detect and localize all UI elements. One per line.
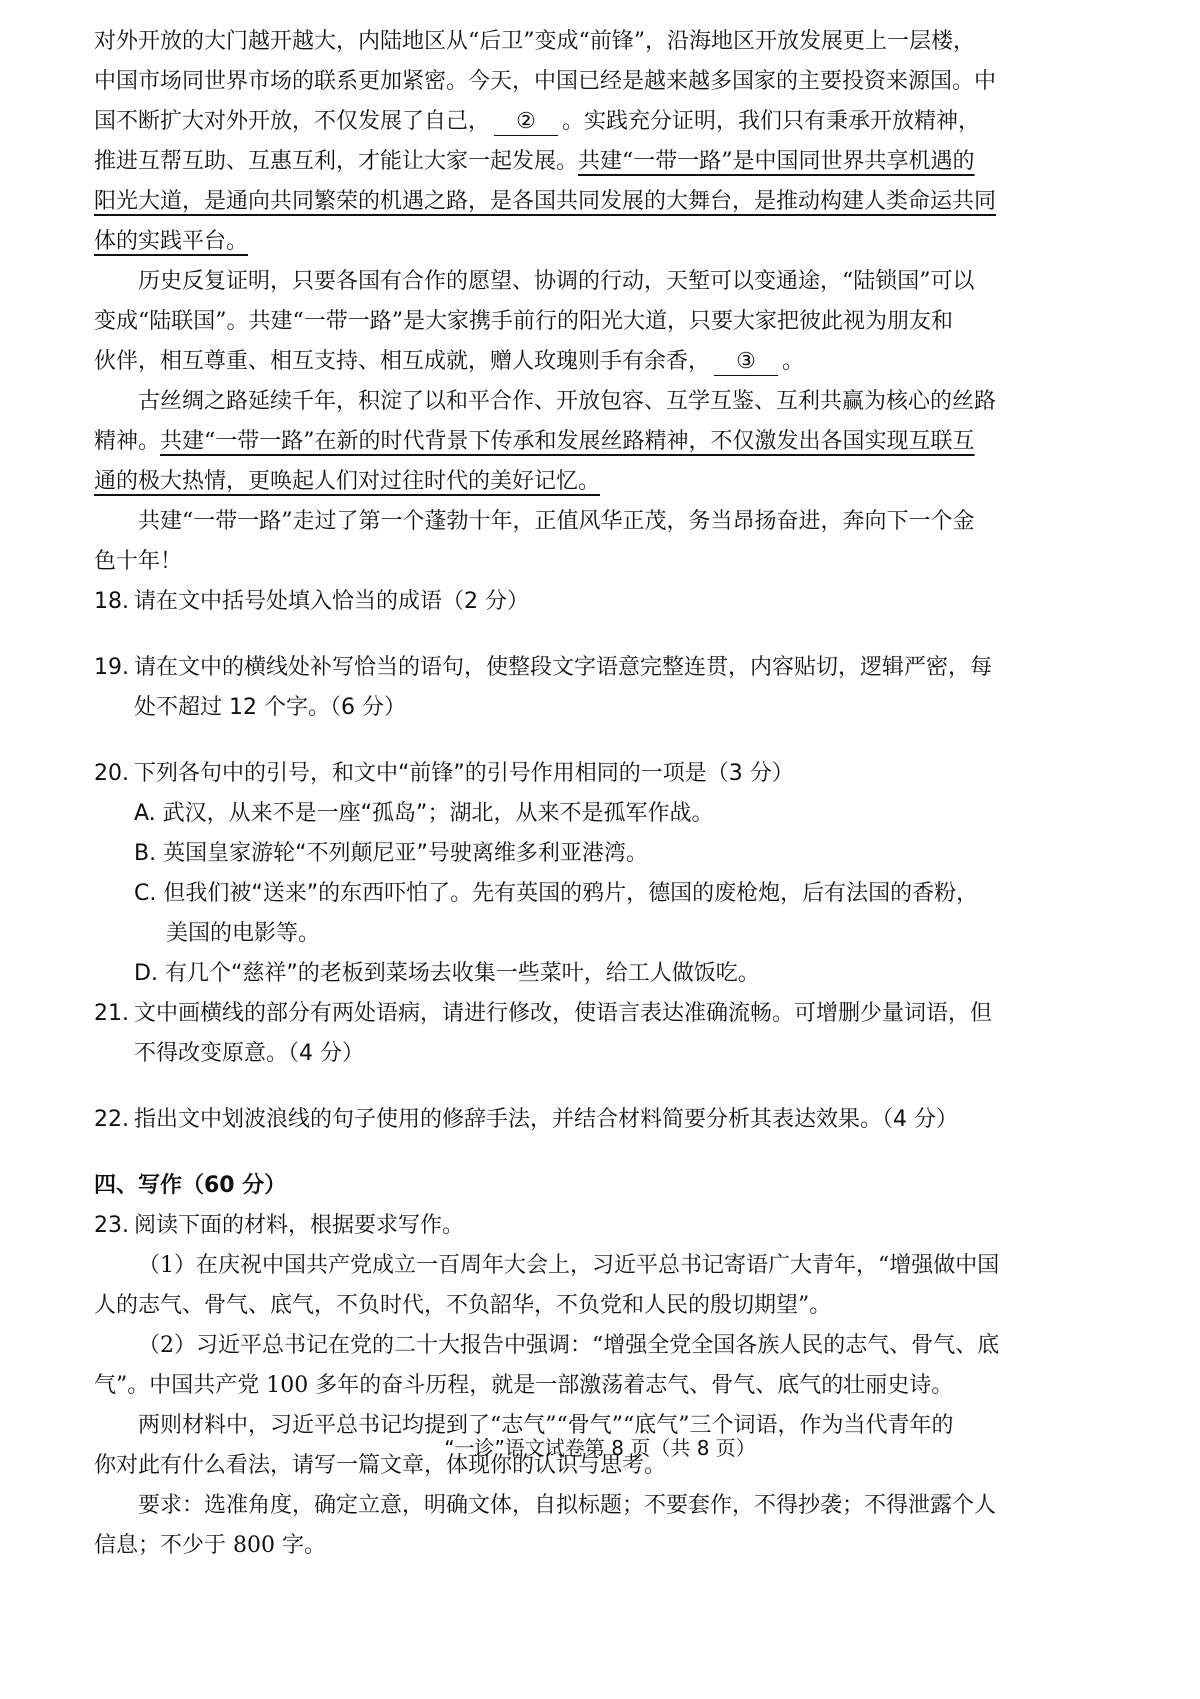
writing-section	[94, 1166, 1106, 1566]
question-19	[94, 648, 1106, 728]
question-number: 20.	[94, 761, 129, 786]
option-a	[94, 794, 1106, 834]
question-text: 请在文中的横线处补写恰当的语句，使整段文字语意完整连贯，内容贴切，逻辑严密，每	[134, 655, 993, 680]
option-d	[94, 954, 1106, 994]
passage-text: 。	[782, 349, 805, 374]
passage-line	[94, 422, 1106, 462]
page-footer: “一诊”语文试卷第 8 页（共 8 页）	[444, 1436, 756, 1460]
passage-line: 变成“陆联国”。共建“一带一路”是大家携手前行的阳光大道，只要大家把彼此视为朋友和	[94, 309, 953, 334]
passage-paragraph-3	[94, 382, 1106, 502]
question-number: 19.	[94, 655, 129, 680]
question-text: 下列各句中的引号，和文中“前锋”的引号作用相同的一项是（3 分）	[134, 761, 794, 786]
requirement-line: 要求：选准角度，确定立意，明确文体，自拟标题；不要套作，不得抄袭；不得泄露个人	[138, 1493, 997, 1518]
material-line: 人的志气、骨气、底气，不负时代，不负韶华，不负党和人民的殷切期望”。	[94, 1293, 832, 1318]
material-line: （1）在庆祝中国共产党成立一百周年大会上，习近平总书记寄语广大青年，“增强做中国	[138, 1253, 1000, 1278]
passage-line: 共建“一带一路”走过了第一个蓬勃十年，正值风华正茂，务当昂扬奋进，奔向下一个金	[138, 509, 975, 534]
material-line: 气”。中国共产党 100 多年的奋斗历程，就是一部激荡着志气、骨气、底气的壮丽史诗。	[94, 1373, 954, 1398]
question-21	[94, 994, 1106, 1074]
passage-paragraph-2	[94, 262, 1106, 382]
passage-line	[94, 102, 1106, 142]
question-text: 指出文中划波浪线的句子使用的修辞手法，并结合材料简要分析其表达效果。（4 分）	[134, 1107, 958, 1132]
passage-line	[94, 342, 1106, 382]
question-number: 22.	[94, 1107, 129, 1132]
task-line: 你对此有什么看法，请写一篇文章，体现你的认识与思考。	[94, 1453, 667, 1478]
question-22	[94, 1100, 1106, 1140]
option-text: 英国皇家游轮“不列颠尼亚”号驶离维多利亚港湾。	[163, 841, 648, 866]
question-number: 23.	[94, 1213, 129, 1238]
section-title: 四、写作（60 分）	[94, 1173, 287, 1198]
passage-text: 国不断扩大对外开放，不仅发展了自己，	[94, 109, 491, 134]
passage-line: 中国市场同世界市场的联系更加紧密。今天，中国已经是越来越多国家的主要投资来源国。中	[94, 69, 997, 94]
question-20	[94, 754, 1106, 994]
passage-line: 古丝绸之路延续千年，积淀了以和平合作、开放包容、互学互鉴、互利共赢为核心的丝路	[138, 389, 997, 414]
option-text: 有几个“慈祥”的老板到菜场去收集一些菜叶，给工人做饭吃。	[164, 961, 760, 986]
option-letter: B.	[134, 841, 157, 866]
question-text: 文中画横线的部分有两处语病，请进行修改，使语言表达准确流畅。可增删少量词语，但	[134, 1001, 993, 1026]
option-text: 美国的电影等。	[166, 921, 321, 946]
passage-paragraph-1	[94, 22, 1106, 262]
question-text: 处不超过 12 个字。（6 分）	[134, 695, 406, 720]
passage-line: 历史反复证明，只要各国有合作的愿望、协调的行动，天堑可以变通途，“陆锁国”可以	[138, 269, 975, 294]
option-text: 但我们被“送来”的东西吓怕了。先有英国的鸦片，德国的废枪炮，后有法国的香粉，	[163, 881, 979, 906]
question-text: 阅读下面的材料，根据要求写作。	[134, 1213, 465, 1238]
passage-text: 推进互帮互助、互惠互利，才能让大家一起发展。	[94, 149, 579, 174]
exam-page	[94, 22, 1106, 1566]
material-line: （2）习近平总书记在党的二十大报告中强调：“增强全党全国各族人民的志气、骨气、底	[138, 1333, 1000, 1358]
question-18	[94, 582, 1106, 622]
passage-paragraph-4	[94, 502, 1106, 582]
option-letter: A.	[134, 801, 156, 826]
underlined-sentence: 通的极大热情，更唤起人们对过往时代的美好记忆。	[94, 469, 601, 494]
question-number: 18.	[94, 589, 129, 614]
option-letter: D.	[134, 961, 158, 986]
option-b	[94, 834, 1106, 874]
answer-blank-3: ③	[714, 349, 778, 376]
underlined-sentence: 阳光大道，是通向共同繁荣的机遇之路，是各国共同发展的大舞台，是推动构建人类命运共同	[94, 189, 997, 214]
passage-text: 伙伴，相互尊重、相互支持、相互成就，赠人玫瑰则手有余香，	[94, 349, 711, 374]
passage-line: 色十年！	[94, 549, 183, 574]
passage-line: 对外开放的大门越开越大，内陆地区从“后卫”变成“前锋”，沿海地区开放发展更上一层楼，	[94, 29, 975, 54]
passage-text: 精神。	[94, 429, 161, 454]
passage-line	[94, 142, 1106, 182]
option-c	[94, 874, 1106, 954]
passage-line	[94, 462, 1106, 502]
question-number: 21.	[94, 1001, 129, 1026]
requirement-line: 信息；不少于 800 字。	[94, 1533, 326, 1558]
option-letter: C.	[134, 881, 157, 906]
passage-text: 。实践充分证明，我们只有秉承开放精神，	[562, 109, 981, 134]
underlined-sentence: 体的实践平台。	[94, 229, 249, 254]
question-text: 请在文中括号处填入恰当的成语（2 分）	[134, 589, 529, 614]
question-text: 不得改变原意。（4 分）	[134, 1041, 364, 1066]
option-text: 武汉，从来不是一座“孤岛”；湖北，从来不是孤军作战。	[162, 801, 714, 826]
underlined-sentence: 共建“一带一路”在新的时代背景下传承和发展丝路精神，不仅激发出各国实现互联互	[160, 429, 975, 454]
task-line: 两则材料中，习近平总书记均提到了“志气”“骨气”“底气”三个词语，作为当代青年的	[138, 1413, 954, 1438]
answer-blank-2: ②	[494, 109, 558, 136]
passage-line	[94, 222, 1106, 262]
underlined-sentence: 共建“一带一路”是中国同世界共享机遇的	[578, 149, 975, 174]
